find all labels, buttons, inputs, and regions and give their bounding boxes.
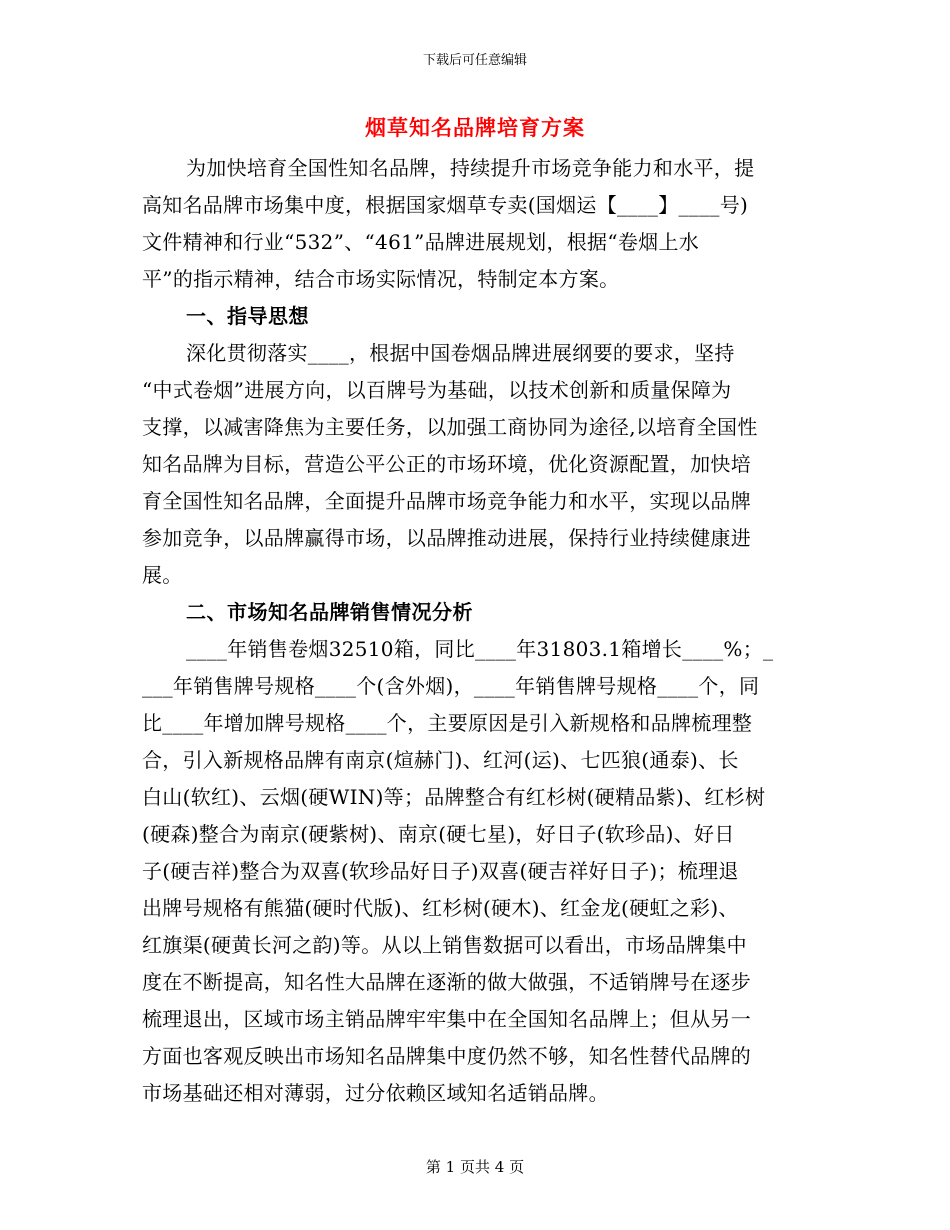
paragraph-line: (硬森)整合为南京(硬紫树)、南京(硬七星)，好日子(软珍品)、好日 <box>142 822 735 846</box>
paragraph-line: 合，引入新规格品牌有南京(煊赫门)、红河(运)、七匹狼(通泰)、长 <box>142 748 739 772</box>
paragraph-line: ___年销售牌号规格____个(含外烟)，____年销售牌号规格____个，同 <box>142 674 760 698</box>
paragraph-line: 支撑，以减害降焦为主要任务，以加强工商协同为途径,以培育全国性 <box>142 415 758 439</box>
paragraph-line: 子(硬吉祥)整合为双喜(软珍品好日子)双喜(硬吉祥好日子)；梳理退 <box>142 859 739 883</box>
section1-paragraph <box>142 335 802 594</box>
document-title: 烟草知名品牌培育方案 <box>365 115 585 140</box>
section-heading-market-analysis: 二、市场知名品牌销售情况分析 <box>186 600 473 624</box>
paragraph-line: 展。 <box>142 563 183 587</box>
paragraph-line: 梳理退出，区域市场主销品牌牢牢集中在全国知名品牌上；但从另一 <box>142 1007 751 1031</box>
intro-paragraph <box>142 150 802 298</box>
paragraph-line: 红旗渠(硬黄长河之韵)等。从以上销售数据可以看出，市场品牌集中 <box>142 933 747 957</box>
section2-paragraph <box>142 631 802 1112</box>
paragraph-line: 育全国性知名品牌，全面提升品牌市场竞争能力和水平，实现以品牌 <box>142 489 751 513</box>
paragraph-line: 知名品牌为目标，营造公平公正的市场环境，优化资源配置，加快培 <box>142 452 751 476</box>
paragraph-line: 文件精神和行业“532”、“461”品牌进展规划，根据“卷烟上水 <box>142 230 700 254</box>
paragraph-line: 深化贯彻落实____，根据中国卷烟品牌进展纲要的要求，坚持 <box>186 341 735 365</box>
paragraph-line: 出牌号规格有熊猫(硬时代版)、红杉树(硬木)、红金龙(硬虹之彩)、 <box>142 896 739 920</box>
paragraph-line: 平”的指示精神，结合市场实际情况，特制定本方案。 <box>142 267 620 291</box>
paragraph-line: ____年销售卷烟32510箱，同比____年31803.1箱增长____%；_ <box>186 637 774 661</box>
paragraph-line: 度在不断提高，知名性大品牌在逐渐的做大做强，不适销牌号在逐步 <box>142 970 751 994</box>
paragraph-line: 为加快培育全国性知名品牌，持续提升市场竞争能力和水平，提 <box>186 156 755 180</box>
header-note: 下载后可任意编辑 <box>422 53 527 68</box>
paragraph-line: 方面也客观反映出市场知名品牌集中度仍然不够，知名性替代品牌的 <box>142 1044 751 1068</box>
page-number-footer: 第 1 页共 4 页 <box>425 1158 525 1176</box>
paragraph-line: 参加竞争，以品牌赢得市场，以品牌推动进展，保持行业持续健康进 <box>142 526 751 550</box>
paragraph-line: “中式卷烟”进展方向，以百牌号为基础，以技术创新和质量保障为 <box>142 378 732 402</box>
paragraph-line: 白山(软红)、云烟(硬WIN)等；品牌整合有红杉树(硬精品紫)、红杉树 <box>142 785 766 809</box>
section-heading-guiding-ideology: 一、指导思想 <box>186 304 309 328</box>
paragraph-line: 市场基础还相对薄弱，过分依赖区域知名适销品牌。 <box>142 1081 609 1105</box>
paragraph-line: 比____年增加牌号规格____个，主要原因是引入新规格和品牌梳理整 <box>142 711 753 735</box>
paragraph-line: 高知名品牌市场集中度，根据国家烟草专卖(国烟运【____】____号) <box>142 193 749 217</box>
